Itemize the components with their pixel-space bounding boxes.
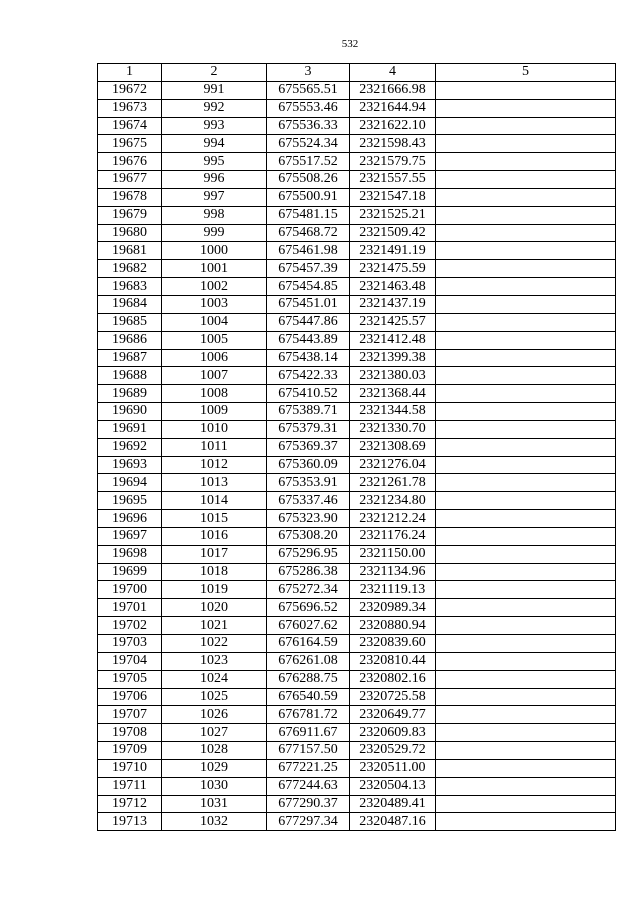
table-row [98, 706, 616, 724]
table-cell: 676288.75 [267, 670, 350, 688]
table-cell: 2320511.00 [350, 759, 436, 777]
table-cell [436, 795, 616, 813]
page-number: 532 [341, 38, 359, 50]
table-cell [436, 742, 616, 760]
table-cell [436, 456, 616, 474]
table-cell: 997 [162, 188, 267, 206]
table-row [98, 188, 616, 206]
table-cell: 675447.86 [267, 313, 350, 331]
table-cell [436, 278, 616, 296]
table-cell: 1000 [162, 242, 267, 260]
table-cell: 1022 [162, 635, 267, 653]
table-header-row [98, 64, 616, 82]
table-cell [436, 635, 616, 653]
table-row [98, 759, 616, 777]
table-cell [436, 224, 616, 242]
table-cell: 1001 [162, 260, 267, 278]
table-cell: 675360.09 [267, 456, 350, 474]
table-cell [436, 171, 616, 189]
table-cell [436, 581, 616, 599]
table-cell: 677157.50 [267, 742, 350, 760]
table-row [98, 635, 616, 653]
table-cell [436, 617, 616, 635]
table-cell: 19686 [98, 331, 162, 349]
table-cell: 676911.67 [267, 724, 350, 742]
table-cell: 1029 [162, 759, 267, 777]
table-cell: 2320802.16 [350, 670, 436, 688]
table-cell [436, 724, 616, 742]
table-cell: 2321261.78 [350, 474, 436, 492]
table-cell: 2321368.44 [350, 385, 436, 403]
table-row [98, 135, 616, 153]
table-cell [436, 188, 616, 206]
table-cell: 1020 [162, 599, 267, 617]
table-cell: 2321119.13 [350, 581, 436, 599]
table-cell: 1025 [162, 688, 267, 706]
table-cell: 2321491.19 [350, 242, 436, 260]
table-cell [436, 492, 616, 510]
table-cell: 19709 [98, 742, 162, 760]
table-cell: 2321437.19 [350, 295, 436, 313]
table-cell: 19676 [98, 153, 162, 171]
table-cell: 992 [162, 99, 267, 117]
table-cell: 2321557.55 [350, 171, 436, 189]
table-cell: 2321412.48 [350, 331, 436, 349]
table-cell: 19700 [98, 581, 162, 599]
table-body [98, 81, 616, 830]
table-cell: 2321276.04 [350, 456, 436, 474]
table-cell [436, 563, 616, 581]
table-cell: 19705 [98, 670, 162, 688]
table-cell: 675410.52 [267, 385, 350, 403]
table-cell: 2321134.96 [350, 563, 436, 581]
table-row [98, 242, 616, 260]
table-cell: 19683 [98, 278, 162, 296]
table-cell: 19713 [98, 813, 162, 831]
table-cell: 2321330.70 [350, 420, 436, 438]
table-cell: 1023 [162, 652, 267, 670]
table-cell: 19679 [98, 206, 162, 224]
table-cell: 675468.72 [267, 224, 350, 242]
table-cell [436, 438, 616, 456]
table-cell: 2320489.41 [350, 795, 436, 813]
table-cell: 2321622.10 [350, 117, 436, 135]
table-cell: 675308.20 [267, 527, 350, 545]
table-cell: 1010 [162, 420, 267, 438]
table-cell: 1028 [162, 742, 267, 760]
table-cell: 1009 [162, 403, 267, 421]
table-row [98, 313, 616, 331]
table-cell: 677244.63 [267, 777, 350, 795]
table-cell: 1016 [162, 527, 267, 545]
table-cell: 1030 [162, 777, 267, 795]
table-row [98, 117, 616, 135]
table-row [98, 742, 616, 760]
table-cell: 19677 [98, 171, 162, 189]
table-cell: 2321234.80 [350, 492, 436, 510]
table-cell: 2321344.58 [350, 403, 436, 421]
table-cell: 1013 [162, 474, 267, 492]
table-cell: 19693 [98, 456, 162, 474]
table-row [98, 492, 616, 510]
table-cell [436, 599, 616, 617]
table-cell [436, 652, 616, 670]
table-cell [436, 295, 616, 313]
table-cell [436, 206, 616, 224]
table-row [98, 99, 616, 117]
column-header: 1 [98, 64, 162, 82]
table-cell: 19698 [98, 545, 162, 563]
table-cell [436, 331, 616, 349]
table-row [98, 81, 616, 99]
table-row [98, 563, 616, 581]
table-row [98, 510, 616, 528]
table-cell: 675457.39 [267, 260, 350, 278]
table-cell: 2321666.98 [350, 81, 436, 99]
table-cell: 675524.34 [267, 135, 350, 153]
table-cell: 1015 [162, 510, 267, 528]
table-cell: 19695 [98, 492, 162, 510]
table-cell [436, 545, 616, 563]
table-cell: 19672 [98, 81, 162, 99]
table-cell: 675536.33 [267, 117, 350, 135]
table-row [98, 545, 616, 563]
table-cell: 1008 [162, 385, 267, 403]
table-cell: 676164.59 [267, 635, 350, 653]
table-cell [436, 81, 616, 99]
column-header: 5 [436, 64, 616, 82]
table-row [98, 456, 616, 474]
table-cell [436, 135, 616, 153]
table-cell [436, 403, 616, 421]
table-cell [436, 385, 616, 403]
table-cell [436, 759, 616, 777]
table-cell: 675508.26 [267, 171, 350, 189]
table-cell: 1002 [162, 278, 267, 296]
table-cell: 1003 [162, 295, 267, 313]
table-cell: 999 [162, 224, 267, 242]
table-cell: 2321380.03 [350, 367, 436, 385]
table-cell [436, 510, 616, 528]
table-cell: 998 [162, 206, 267, 224]
table-cell: 991 [162, 81, 267, 99]
table-cell [436, 242, 616, 260]
table-cell: 19702 [98, 617, 162, 635]
table-cell: 2321598.43 [350, 135, 436, 153]
table-cell: 2320880.94 [350, 617, 436, 635]
table-row [98, 617, 616, 635]
table-row [98, 474, 616, 492]
table-cell: 2321547.18 [350, 188, 436, 206]
table-row [98, 527, 616, 545]
table-cell: 675454.85 [267, 278, 350, 296]
table-cell: 19708 [98, 724, 162, 742]
table-cell [436, 474, 616, 492]
table-cell: 675272.34 [267, 581, 350, 599]
table-cell: 675696.52 [267, 599, 350, 617]
table-cell: 1005 [162, 331, 267, 349]
table-cell: 19697 [98, 527, 162, 545]
table-cell: 19678 [98, 188, 162, 206]
table-cell: 2320810.44 [350, 652, 436, 670]
table-cell: 2321463.48 [350, 278, 436, 296]
table-cell [436, 777, 616, 795]
table-cell: 675565.51 [267, 81, 350, 99]
table-row [98, 385, 616, 403]
table-row [98, 278, 616, 296]
table-cell: 677290.37 [267, 795, 350, 813]
table-cell: 675481.15 [267, 206, 350, 224]
table-row [98, 652, 616, 670]
table-cell: 676261.08 [267, 652, 350, 670]
table-row [98, 688, 616, 706]
table-cell [436, 688, 616, 706]
table-cell: 2320487.16 [350, 813, 436, 831]
table-cell: 1026 [162, 706, 267, 724]
table-cell: 1019 [162, 581, 267, 599]
table-cell: 675369.37 [267, 438, 350, 456]
table-cell: 1014 [162, 492, 267, 510]
table-cell [436, 117, 616, 135]
table-cell: 19680 [98, 224, 162, 242]
table-cell: 19688 [98, 367, 162, 385]
table-cell: 19687 [98, 349, 162, 367]
table-cell [436, 670, 616, 688]
table-cell: 19682 [98, 260, 162, 278]
table-row [98, 724, 616, 742]
table-cell: 2320989.34 [350, 599, 436, 617]
table-cell: 993 [162, 117, 267, 135]
table-cell: 676540.59 [267, 688, 350, 706]
table-cell: 2320529.72 [350, 742, 436, 760]
table-cell: 1032 [162, 813, 267, 831]
table-row [98, 171, 616, 189]
table-cell: 1021 [162, 617, 267, 635]
table-row [98, 795, 616, 813]
table-cell: 2321525.21 [350, 206, 436, 224]
table-cell [436, 706, 616, 724]
table-row [98, 153, 616, 171]
table-cell: 675500.91 [267, 188, 350, 206]
table-cell: 1018 [162, 563, 267, 581]
table-row [98, 438, 616, 456]
table-cell [436, 99, 616, 117]
table-row [98, 581, 616, 599]
table-cell: 1011 [162, 438, 267, 456]
table-cell: 2321399.38 [350, 349, 436, 367]
table-cell: 676781.72 [267, 706, 350, 724]
table-row [98, 599, 616, 617]
table-cell: 675517.52 [267, 153, 350, 171]
table-row [98, 777, 616, 795]
column-header: 3 [267, 64, 350, 82]
table-row [98, 331, 616, 349]
table-cell: 675323.90 [267, 510, 350, 528]
table-cell: 2321308.69 [350, 438, 436, 456]
table-row [98, 260, 616, 278]
table-cell: 994 [162, 135, 267, 153]
table-cell [436, 349, 616, 367]
table-cell [436, 813, 616, 831]
table-cell: 675337.46 [267, 492, 350, 510]
table-cell: 19692 [98, 438, 162, 456]
table-cell: 19674 [98, 117, 162, 135]
table-cell: 1007 [162, 367, 267, 385]
table-cell: 2321212.24 [350, 510, 436, 528]
table-cell: 2320609.83 [350, 724, 436, 742]
table-cell: 19689 [98, 385, 162, 403]
table-cell: 677297.34 [267, 813, 350, 831]
table-cell: 19711 [98, 777, 162, 795]
table-cell: 1004 [162, 313, 267, 331]
table-cell: 996 [162, 171, 267, 189]
table-cell: 675422.33 [267, 367, 350, 385]
table-cell [436, 367, 616, 385]
table-cell: 677221.25 [267, 759, 350, 777]
coordinates-table [97, 63, 616, 831]
table-cell [436, 313, 616, 331]
table-cell: 675461.98 [267, 242, 350, 260]
table-row [98, 670, 616, 688]
column-header: 2 [162, 64, 267, 82]
table-row [98, 206, 616, 224]
table-cell: 675353.91 [267, 474, 350, 492]
table-row [98, 813, 616, 831]
table-cell: 19694 [98, 474, 162, 492]
table-cell: 19691 [98, 420, 162, 438]
table-cell: 2320504.13 [350, 777, 436, 795]
table-cell: 2321425.57 [350, 313, 436, 331]
table-cell [436, 153, 616, 171]
table-cell: 19703 [98, 635, 162, 653]
table-row [98, 295, 616, 313]
table-cell: 19675 [98, 135, 162, 153]
table-row [98, 349, 616, 367]
table-cell: 19701 [98, 599, 162, 617]
table-cell: 1024 [162, 670, 267, 688]
table-cell: 19707 [98, 706, 162, 724]
table-cell: 675389.71 [267, 403, 350, 421]
table-cell: 2320725.58 [350, 688, 436, 706]
table-cell: 1031 [162, 795, 267, 813]
table-cell: 675438.14 [267, 349, 350, 367]
table-cell: 1012 [162, 456, 267, 474]
table-cell: 675286.38 [267, 563, 350, 581]
table-cell: 19681 [98, 242, 162, 260]
table-cell: 19673 [98, 99, 162, 117]
table-cell: 2321579.75 [350, 153, 436, 171]
table-cell: 19706 [98, 688, 162, 706]
table-cell: 676027.62 [267, 617, 350, 635]
table-cell: 19696 [98, 510, 162, 528]
table-cell: 2321644.94 [350, 99, 436, 117]
table-cell: 2321176.24 [350, 527, 436, 545]
table-cell: 1027 [162, 724, 267, 742]
table-cell: 19685 [98, 313, 162, 331]
table-cell: 2321509.42 [350, 224, 436, 242]
table-row [98, 420, 616, 438]
table-cell: 19684 [98, 295, 162, 313]
table-cell [436, 260, 616, 278]
table-cell: 2320649.77 [350, 706, 436, 724]
table-row [98, 224, 616, 242]
table-cell: 1006 [162, 349, 267, 367]
table-cell: 675451.01 [267, 295, 350, 313]
table-cell: 675553.46 [267, 99, 350, 117]
table-cell: 19710 [98, 759, 162, 777]
column-header: 4 [350, 64, 436, 82]
table-cell: 2321150.00 [350, 545, 436, 563]
table-cell: 2320839.60 [350, 635, 436, 653]
table-row [98, 403, 616, 421]
table-cell: 995 [162, 153, 267, 171]
table-cell [436, 527, 616, 545]
table-cell: 1017 [162, 545, 267, 563]
table-row [98, 367, 616, 385]
table-cell: 675296.95 [267, 545, 350, 563]
table-cell: 19690 [98, 403, 162, 421]
table-cell: 2321475.59 [350, 260, 436, 278]
table-cell: 19699 [98, 563, 162, 581]
table-cell [436, 420, 616, 438]
table-cell: 675379.31 [267, 420, 350, 438]
table-cell: 675443.89 [267, 331, 350, 349]
table-cell: 19704 [98, 652, 162, 670]
table-cell: 19712 [98, 795, 162, 813]
